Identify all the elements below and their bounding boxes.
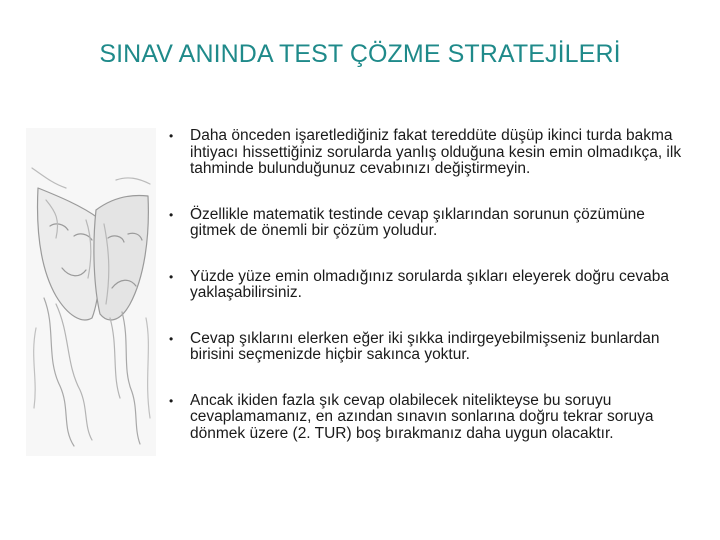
- bullet-marker: •: [169, 331, 174, 346]
- list-item: [164, 269, 694, 302]
- bullet-text: Ancak ikiden fazla şık cevap olabilecek nitelikteyse bu soruyu cevaplamamanız, en azından sınavın sonlarına doğru tekrar soruya dönmek üzere (2. TUR) boş bırakmanız daha uygun olacaktır.: [190, 391, 654, 442]
- bullet-marker: •: [169, 129, 174, 143]
- list-item: [164, 331, 694, 364]
- list-item: [164, 393, 694, 443]
- bullet-marker: •: [169, 269, 174, 284]
- list-item: [164, 128, 694, 178]
- bullet-marker: •: [169, 393, 174, 408]
- bullet-text: Daha önceden işaretlediğiniz fakat tereddüte düşüp ikinci turda bakma ihtiyacı hissettiğiniz sorularda yanlış olduğuna kesin emin olmadıkça, ilk tahminde bulunduğunuz cevabınızı değiştirmeyin.: [190, 127, 682, 177]
- list-item: [164, 207, 694, 240]
- bullet-list: [164, 128, 694, 442]
- slide-title: SINAV ANINDA TEST ÇÖZME STRATEJİLERİ: [99, 40, 621, 68]
- bullet-text: Özellikle matematik testinde cevap şıklarından sorunun çözümüne gitmek de önemli bir çözüm yoludur.: [190, 205, 645, 239]
- theater-masks-icon: [26, 128, 156, 456]
- theater-masks-image: [26, 128, 156, 456]
- bullet-text: Yüzde yüze emin olmadığınız sorularda şıkları eleyerek doğru cevaba yaklaşabilirsiniz.: [190, 267, 670, 301]
- bullet-marker: •: [169, 207, 174, 222]
- bullet-text: Cevap şıklarını elerken eğer iki şıkka indirgeyebilmişseniz bunlardan birisini seçmenizde hiçbir sakınca yoktur.: [190, 329, 660, 363]
